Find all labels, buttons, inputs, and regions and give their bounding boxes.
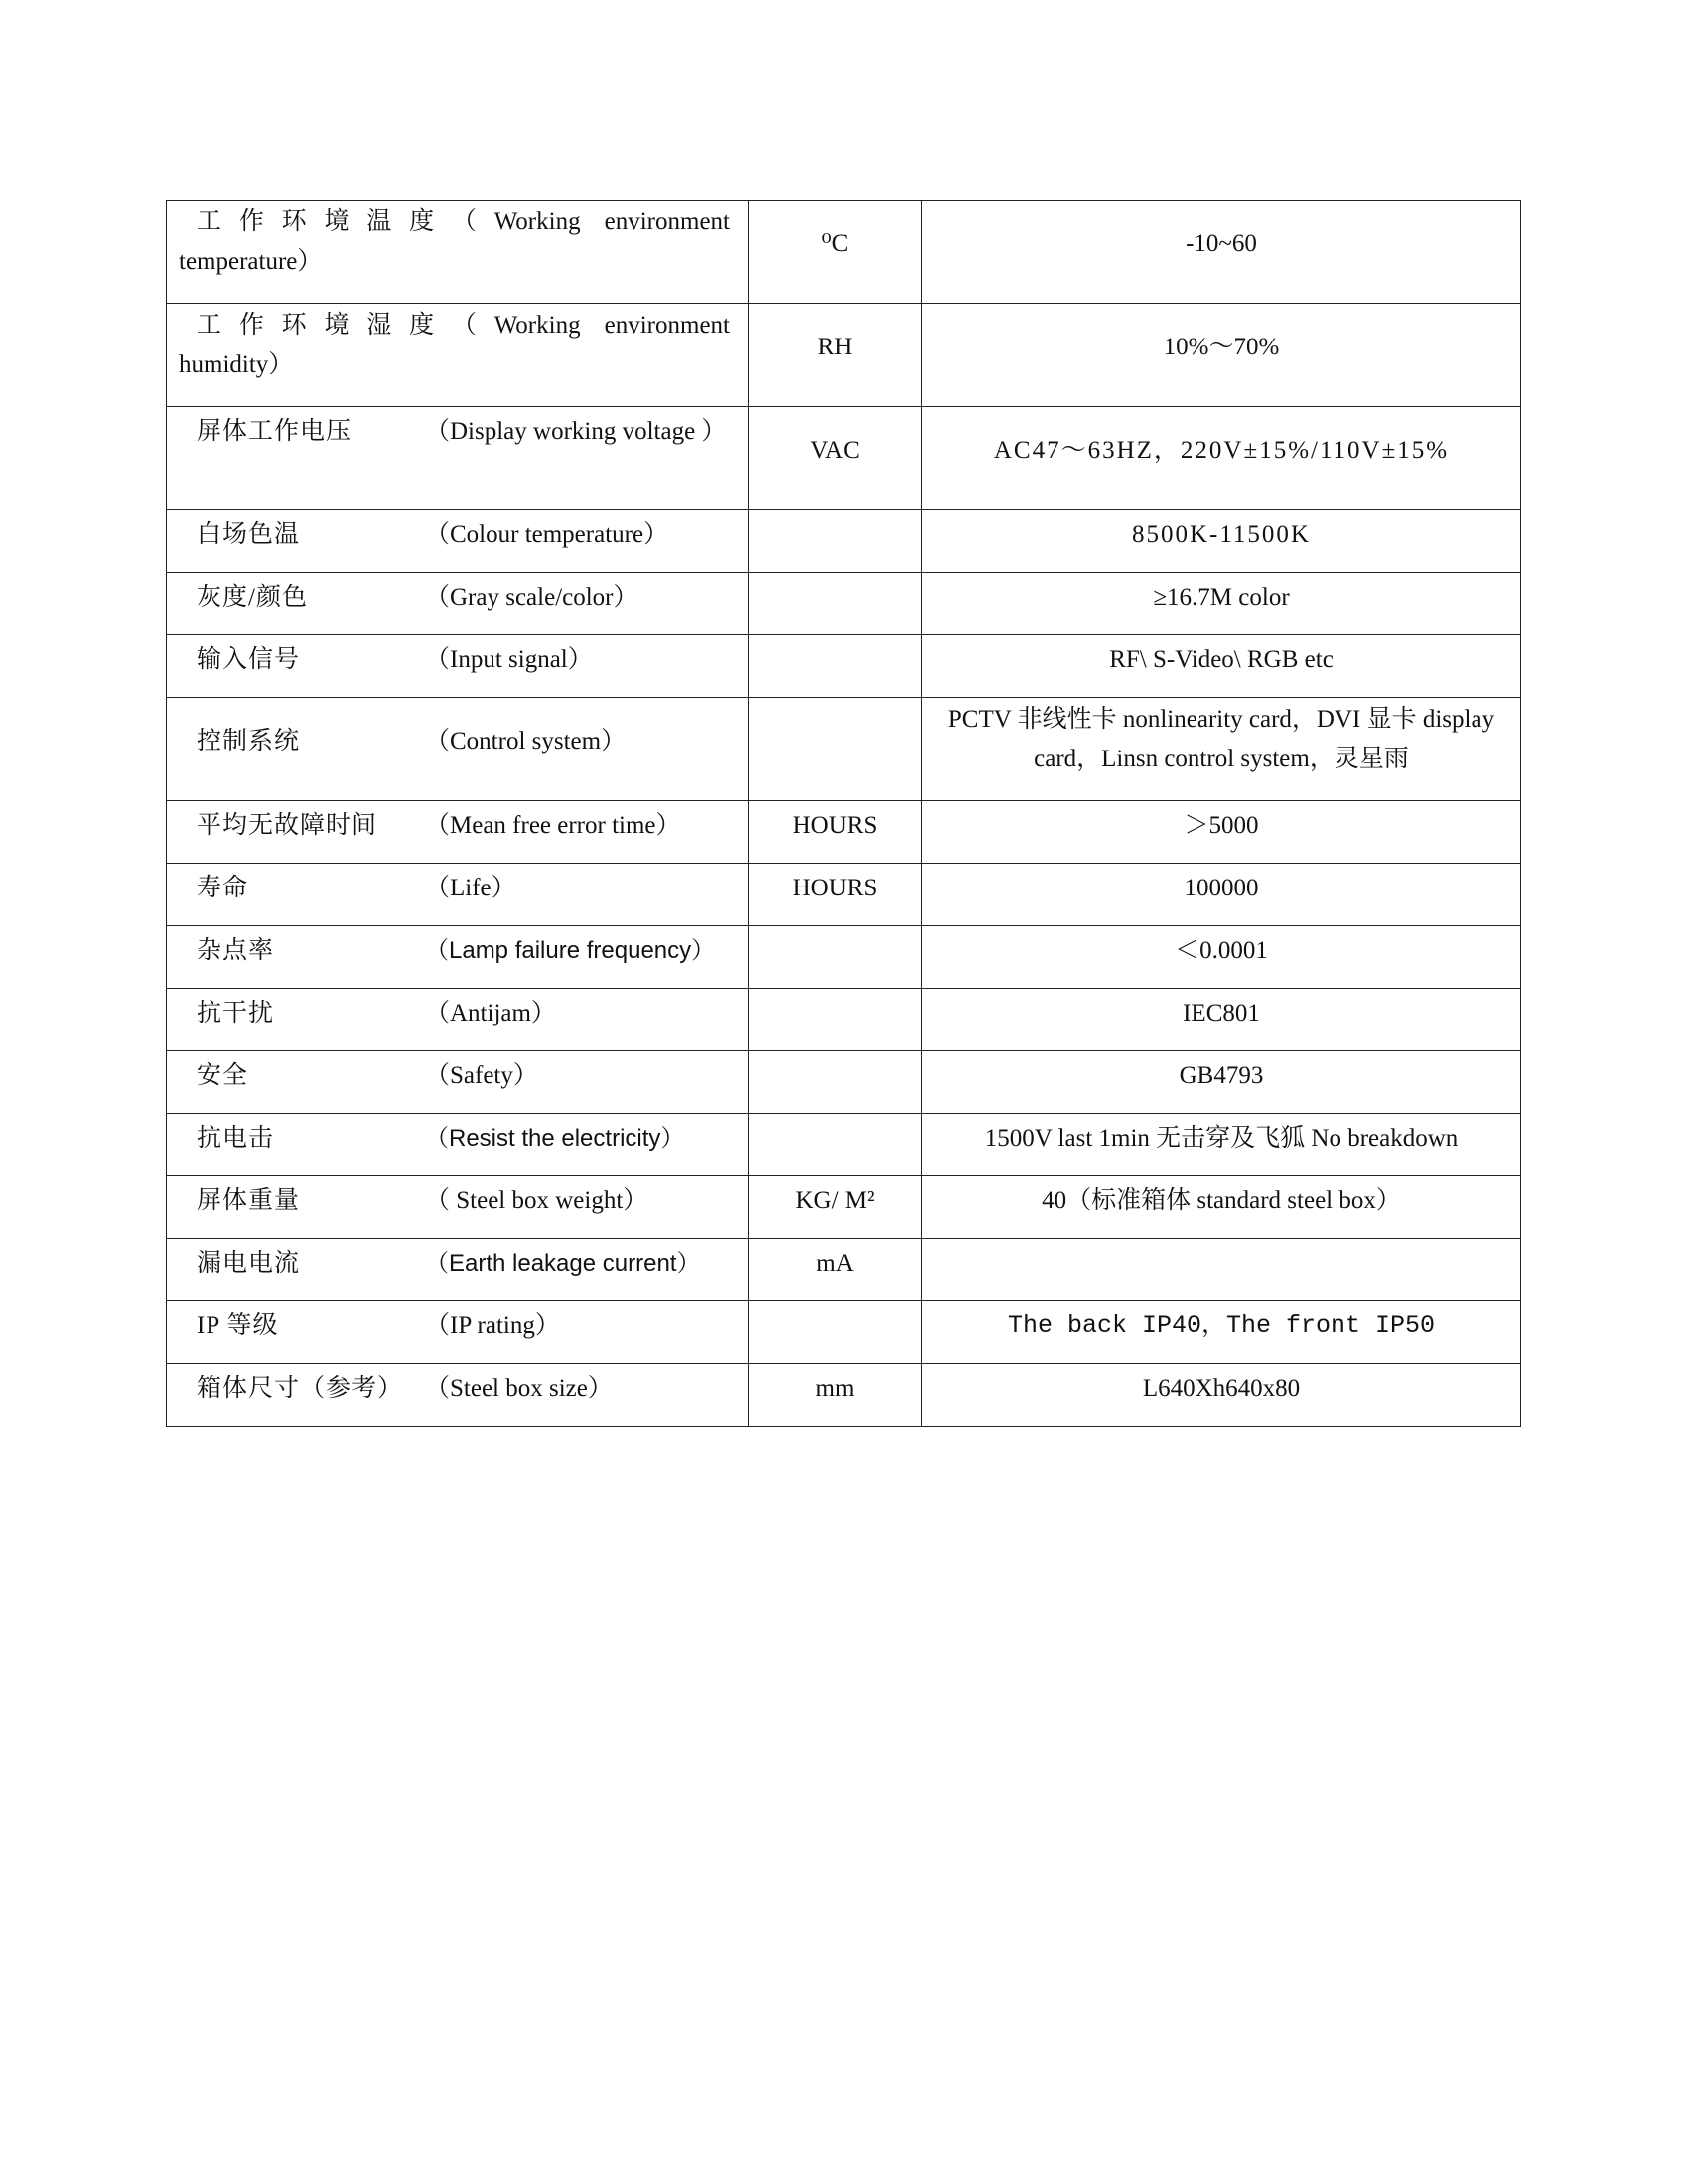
param-label-en: （ Steel box weight） — [425, 1187, 648, 1214]
param-cell — [167, 201, 749, 304]
unit-text: HOURS — [792, 875, 878, 901]
param-cell — [167, 1239, 749, 1301]
table-row — [167, 1176, 1521, 1239]
value-text: -10~60 — [1186, 230, 1257, 257]
param-label-zh: 箱体尺寸（参考） — [197, 1375, 404, 1402]
param-label-en: （Lamp failure frequency） — [425, 937, 716, 964]
param-label-zh: 抗干扰 — [197, 1000, 275, 1026]
param-label-zh: 平均无故障时间 — [197, 812, 378, 839]
value-cell — [922, 407, 1521, 510]
param-label-zh: 安全 — [197, 1062, 249, 1089]
value-cell — [922, 801, 1521, 864]
param-label: 工作环境湿度（Working environment — [197, 312, 730, 339]
table-row — [167, 635, 1521, 698]
table-row — [167, 1114, 1521, 1176]
table-row — [167, 1301, 1521, 1364]
unit-text — [749, 573, 921, 578]
param-label-zh: 白场色温 — [197, 521, 301, 548]
param-label-zh: 屏体重量 — [197, 1187, 301, 1214]
unit-cell — [749, 407, 922, 510]
param-label-cont: humidity） — [179, 351, 294, 378]
value-text: RF\ S-Video\ RGB etc — [1109, 646, 1334, 673]
unit-cell — [749, 573, 922, 635]
unit-text — [749, 510, 921, 515]
value-cell — [922, 635, 1521, 698]
param-label-en: （Display working voltage ） — [425, 418, 727, 445]
value-cell — [922, 1051, 1521, 1114]
unit-text: mA — [816, 1250, 854, 1277]
table-row — [167, 1364, 1521, 1427]
param-cell — [167, 698, 749, 801]
param-label-en: （Steel box size） — [425, 1375, 613, 1402]
param-cell — [167, 510, 749, 573]
param-cell — [167, 1176, 749, 1239]
param-cell — [167, 1301, 749, 1364]
value-text: 40（标准箱体 standard steel box） — [1042, 1187, 1401, 1214]
param-label-en: （Resist the electricity） — [425, 1125, 685, 1152]
param-cell — [167, 801, 749, 864]
unit-cell — [749, 201, 922, 304]
value-cell — [922, 304, 1521, 407]
table-row — [167, 1239, 1521, 1301]
param-label-zh: 控制系统 — [197, 728, 301, 754]
value-text: ＜0.0001 — [1175, 937, 1268, 964]
table-row — [167, 989, 1521, 1051]
unit-text — [749, 698, 921, 703]
unit-text — [749, 926, 921, 931]
unit-cell — [749, 1239, 922, 1301]
param-label-zh: 杂点率 — [197, 937, 275, 964]
value-cell — [922, 864, 1521, 926]
unit-text — [749, 1114, 921, 1119]
unit-cell — [749, 635, 922, 698]
param-cell — [167, 864, 749, 926]
unit-cell — [749, 510, 922, 573]
param-label-zh: 寿命 — [197, 875, 249, 901]
unit-cell — [749, 1301, 922, 1364]
param-label-en: （Gray scale/color） — [425, 584, 638, 611]
value-cell — [922, 1114, 1521, 1176]
param-label-zh: 灰度/颜色 — [197, 584, 308, 611]
unit-text — [749, 1051, 921, 1056]
param-label-en: （IP rating） — [425, 1312, 560, 1339]
value-cell — [922, 510, 1521, 573]
param-label-zh: 屏体工作电压 — [197, 418, 352, 445]
param-label-en: （Antijam） — [425, 1000, 556, 1026]
value-cell — [922, 1176, 1521, 1239]
param-label-zh: 漏电电流 — [197, 1250, 301, 1277]
table-row — [167, 1051, 1521, 1114]
value-text: L640Xh640x80 — [1142, 1375, 1301, 1402]
value-text: 8500K-11500K — [1131, 521, 1311, 548]
param-cell — [167, 926, 749, 989]
unit-cell — [749, 1114, 922, 1176]
table-row — [167, 407, 1521, 510]
value-text: AC47～63HZ，220V±15%/110V±15% — [993, 437, 1450, 464]
unit-cell — [749, 989, 922, 1051]
value-cell — [922, 573, 1521, 635]
table-row — [167, 864, 1521, 926]
value-cell — [922, 926, 1521, 989]
value-text: The back IP40，The front IP50 — [1007, 1311, 1436, 1340]
unit-cell — [749, 801, 922, 864]
param-label-zh: IP 等级 — [197, 1312, 279, 1339]
param-cell — [167, 1114, 749, 1176]
table-row — [167, 510, 1521, 573]
value-cell — [922, 698, 1521, 801]
unit-text — [749, 989, 921, 994]
param-label-zh: 输入信号 — [197, 646, 301, 673]
value-text — [922, 1239, 1520, 1244]
value-text: PCTV 非线性卡 nonlinearity card，DVI 显卡 display card，Linsn control system，灵星雨 — [947, 706, 1495, 772]
param-cell — [167, 635, 749, 698]
param-label-en: （Control system） — [425, 728, 627, 754]
table-row — [167, 698, 1521, 801]
param-cell — [167, 573, 749, 635]
table-row — [167, 304, 1521, 407]
param-cell — [167, 304, 749, 407]
param-label-cont: temperature） — [179, 248, 323, 275]
value-text: 100000 — [1184, 875, 1259, 901]
param-label-en: （Life） — [425, 875, 516, 901]
unit-cell — [749, 1176, 922, 1239]
value-cell — [922, 989, 1521, 1051]
value-cell — [922, 1239, 1521, 1301]
value-cell — [922, 201, 1521, 304]
value-text: ≥16.7M color — [1153, 584, 1290, 611]
param-label-en: （Earth leakage current） — [425, 1250, 701, 1277]
table-row — [167, 801, 1521, 864]
param-label-en: （Mean free error time） — [425, 812, 681, 839]
param-label-en: （Colour temperature） — [425, 521, 669, 548]
param-label-zh: 抗电击 — [197, 1125, 275, 1152]
unit-text — [749, 635, 921, 640]
unit-text: VAC — [810, 437, 860, 464]
param-cell — [167, 1051, 749, 1114]
value-cell — [922, 1301, 1521, 1364]
unit-text: KG/ M² — [795, 1187, 875, 1214]
param-label-en: （Input signal） — [425, 646, 593, 673]
unit-text: ⁰C — [821, 230, 849, 257]
value-text: GB4793 — [1179, 1062, 1264, 1089]
unit-text: RH — [817, 334, 853, 360]
unit-cell — [749, 1051, 922, 1114]
unit-cell — [749, 1364, 922, 1427]
value-text: ＞5000 — [1184, 812, 1259, 839]
unit-cell — [749, 304, 922, 407]
unit-text: mm — [815, 1375, 855, 1402]
param-label: 工作环境温度（Working environment — [197, 208, 730, 235]
table-row — [167, 926, 1521, 989]
param-label-en: （Safety） — [425, 1062, 538, 1089]
unit-cell — [749, 864, 922, 926]
value-text: 1500V last 1min 无击穿及飞狐 No breakdown — [984, 1125, 1459, 1152]
specification-table — [166, 200, 1521, 1427]
table-row — [167, 573, 1521, 635]
value-cell — [922, 1364, 1521, 1427]
value-text: IEC801 — [1183, 1000, 1260, 1026]
table-row — [167, 201, 1521, 304]
unit-cell — [749, 926, 922, 989]
unit-text: HOURS — [792, 812, 878, 839]
param-cell — [167, 989, 749, 1051]
param-cell — [167, 1364, 749, 1427]
value-text: 10%～70% — [1163, 334, 1280, 360]
param-cell — [167, 407, 749, 510]
unit-cell — [749, 698, 922, 801]
unit-text — [749, 1301, 921, 1306]
